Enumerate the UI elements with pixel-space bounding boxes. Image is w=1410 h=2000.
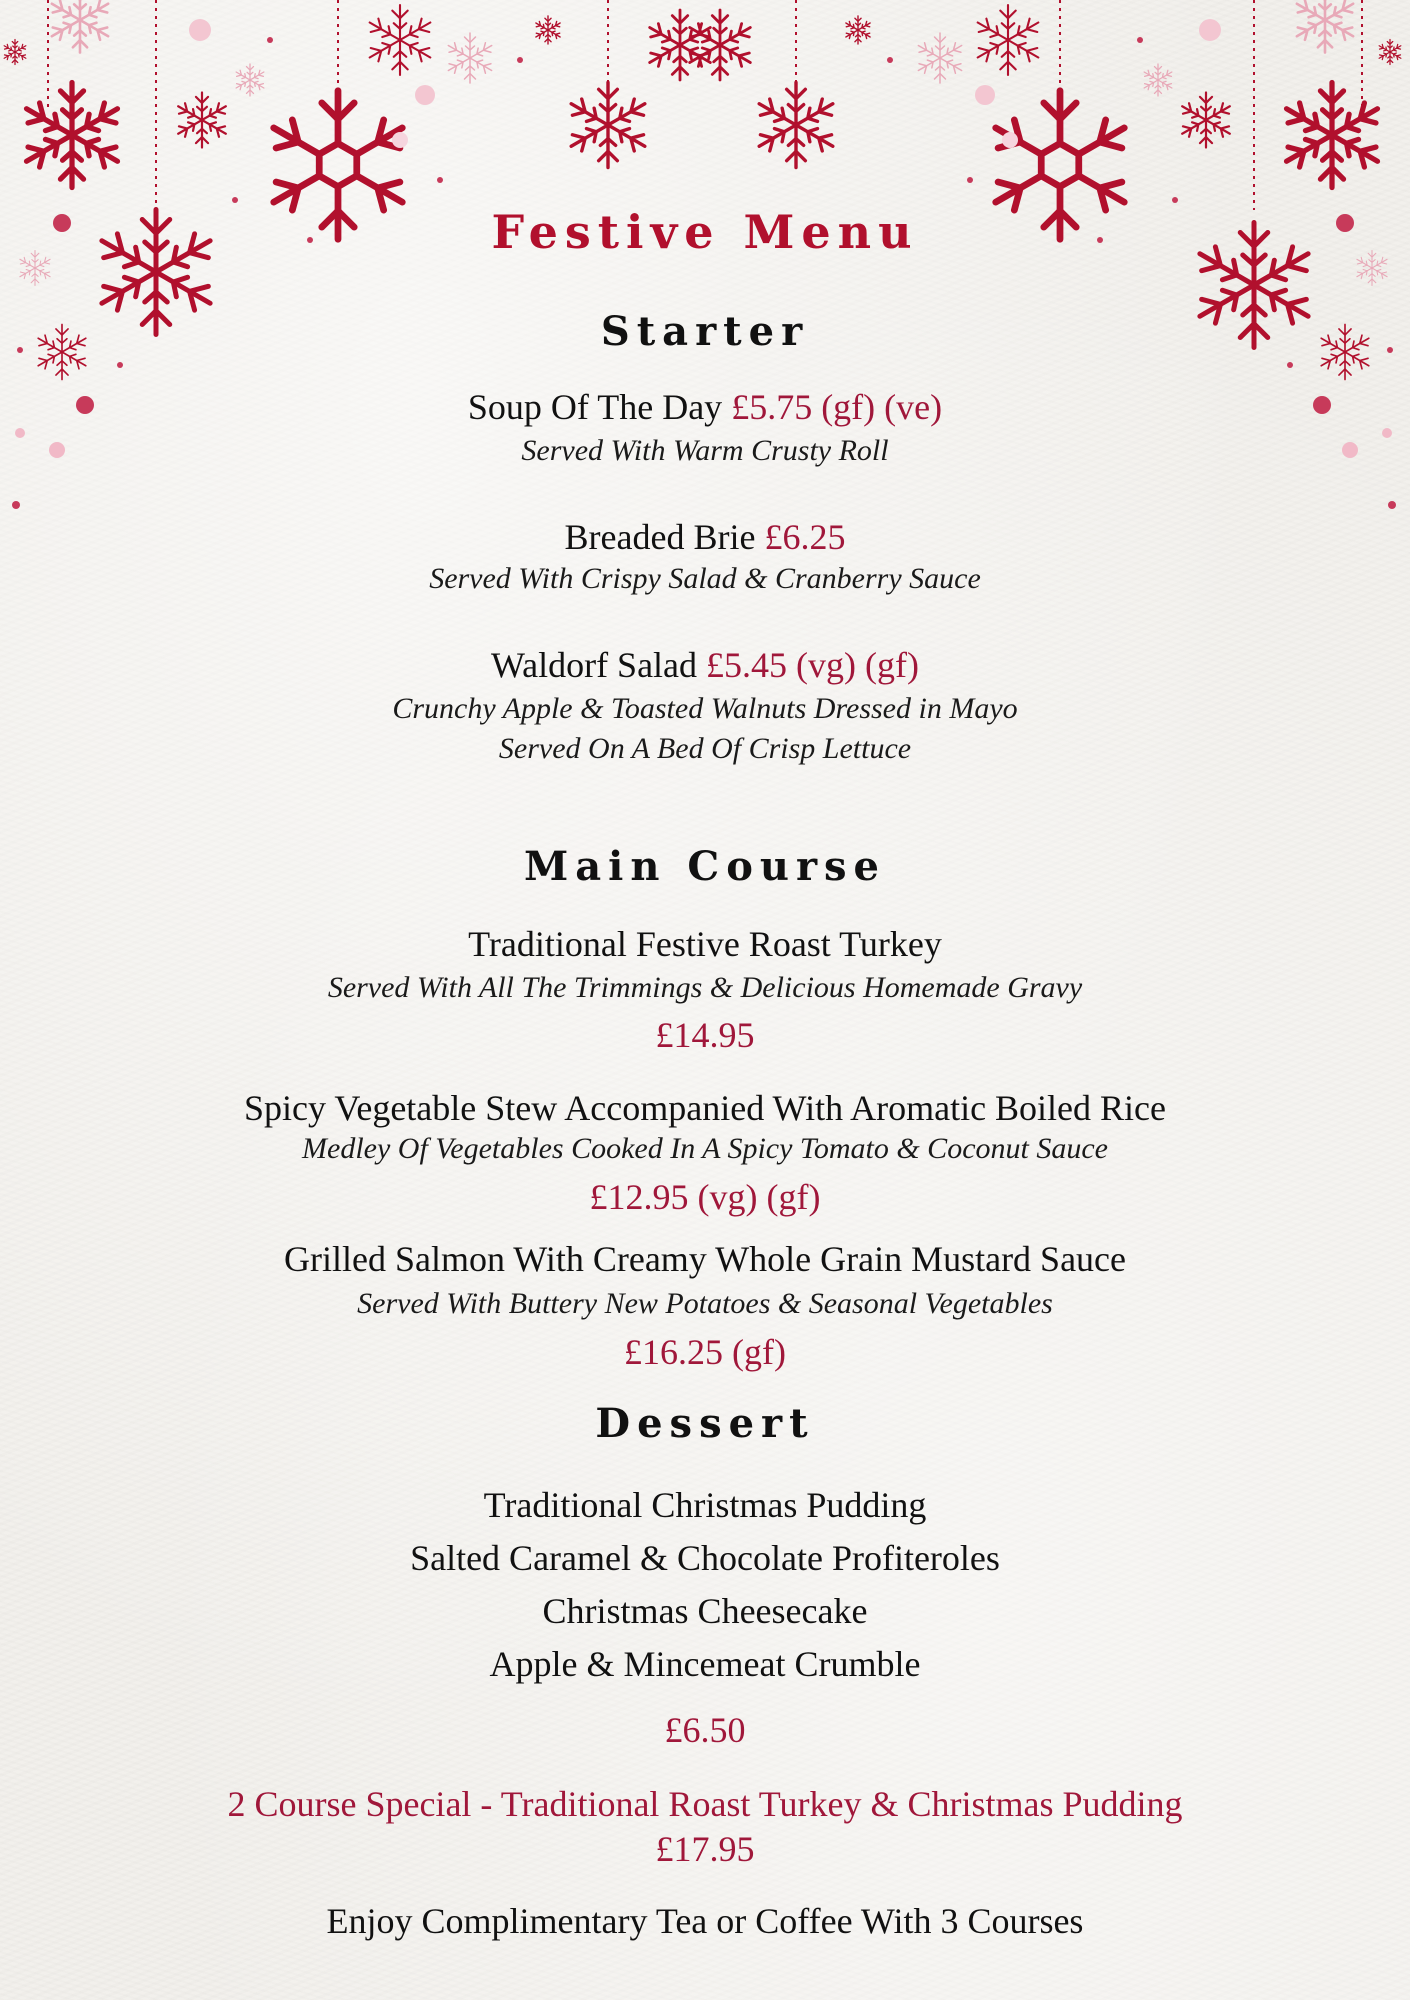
menu-item-name: Traditional Festive Roast Turkey xyxy=(468,924,942,964)
menu-item-name: Spicy Vegetable Stew Accompanied With Aromatic Boiled Rice xyxy=(243,1088,1167,1128)
dessert-item: Salted Caramel & Chocolate Profiteroles xyxy=(410,1538,1000,1578)
footer-note: Enjoy Complimentary Tea or Coffee With 3 Courses xyxy=(326,1901,1084,1941)
dessert-item: Christmas Cheesecake xyxy=(542,1591,868,1631)
menu-item-price: £12.95 (vg) (gf) xyxy=(589,1177,821,1217)
menu-item-price: £14.95 xyxy=(655,1015,755,1055)
menu-item-description: Served With Warm Crusty Roll xyxy=(521,434,889,467)
menu-item-price: £6.25 xyxy=(764,517,846,557)
two-course-special-price: £17.95 xyxy=(655,1829,755,1869)
menu-item-name: Soup Of The Day £5.75 (gf) (ve) xyxy=(467,387,943,427)
dessert-item: Apple & Mincemeat Crumble xyxy=(489,1644,921,1684)
menu-item-price: £5.75 (gf) (ve) xyxy=(731,387,943,427)
dessert-item: Traditional Christmas Pudding xyxy=(483,1485,927,1525)
menu-item-price: £5.45 (vg) (gf) xyxy=(706,645,919,685)
menu-item-description: Served With Buttery New Potatoes & Seasonal Vegetables xyxy=(357,1287,1053,1320)
menu-item-name: Waldorf Salad £5.45 (vg) (gf) xyxy=(491,645,919,685)
menu-item-price: £16.25 (gf) xyxy=(624,1332,786,1372)
menu-title: Festive Menu xyxy=(491,205,919,259)
menu-item-name: Breaded Brie £6.25 xyxy=(564,517,846,557)
section-heading-starter: Starter xyxy=(600,308,810,355)
menu-item-description: Medley Of Vegetables Cooked In A Spicy Tomato & Coconut Sauce xyxy=(302,1132,1108,1165)
menu-item-description: Served On A Bed Of Crisp Lettuce xyxy=(498,732,912,765)
dessert-price: £6.50 xyxy=(664,1710,746,1750)
menu-item-description: Served With All The Trimmings & Delicious Homemade Gravy xyxy=(327,971,1083,1004)
section-heading-main-course: Main Course xyxy=(523,843,887,890)
two-course-special: 2 Course Special - Traditional Roast Turkey & Christmas Pudding xyxy=(227,1784,1183,1824)
menu-item-description: Served With Crispy Salad & Cranberry Sauce xyxy=(429,562,981,595)
section-heading-dessert: Dessert xyxy=(595,1400,815,1447)
menu-item-name: Grilled Salmon With Creamy Whole Grain Mustard Sauce xyxy=(283,1239,1127,1279)
menu-item-description: Crunchy Apple & Toasted Walnuts Dressed in Mayo xyxy=(392,692,1018,725)
